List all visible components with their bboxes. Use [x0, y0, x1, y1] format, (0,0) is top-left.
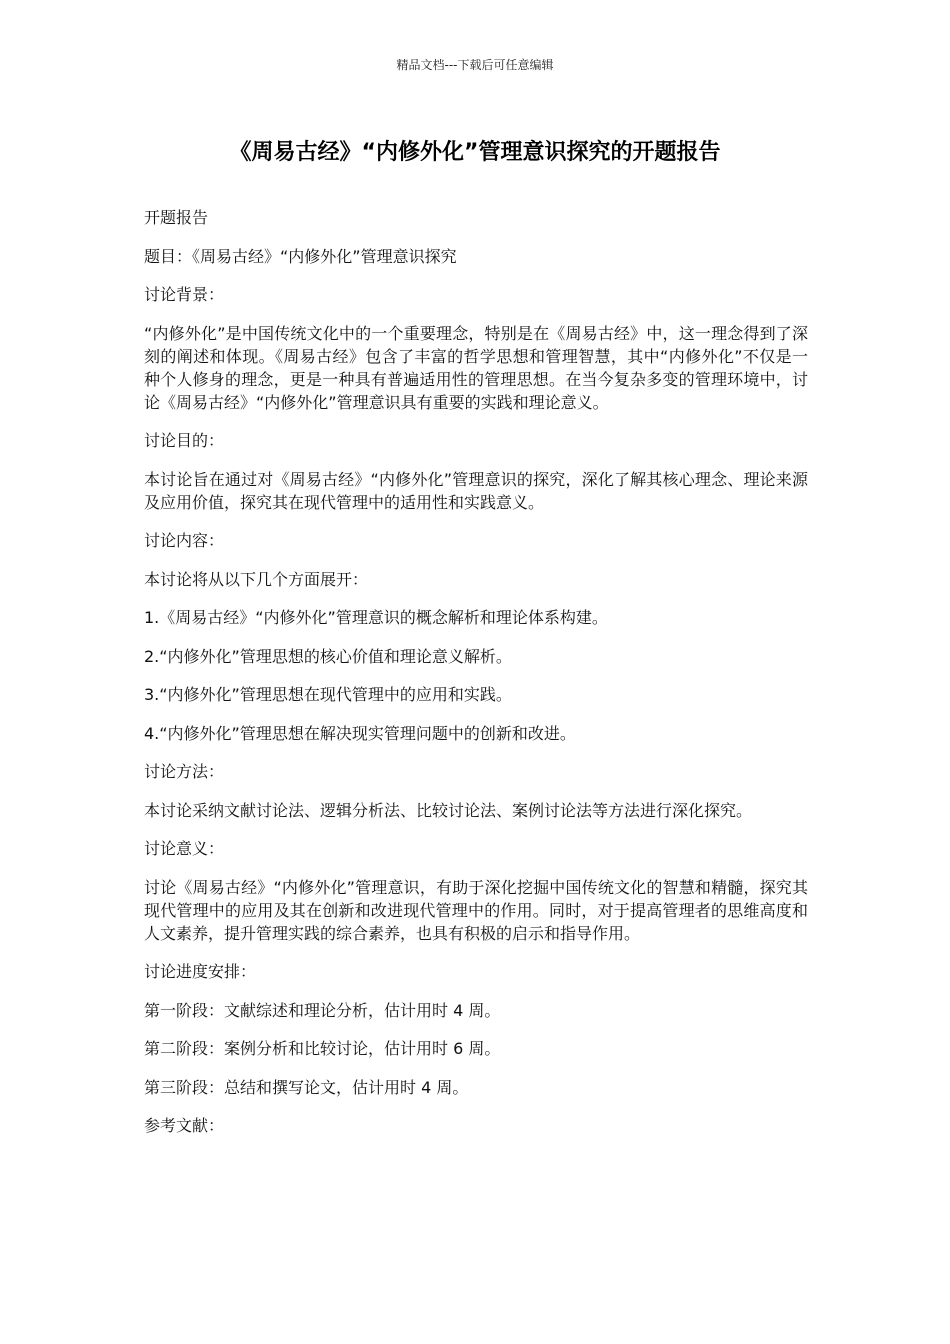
section-heading-background: 讨论背景： [144, 285, 225, 304]
paragraph-method: 本讨论采纳文献讨论法、逻辑分析法、比较讨论法、案例讨论法等方法进行深化探究。 [144, 800, 753, 820]
document-title: 《周易古经》“内修外化”管理意识探究的开题报告 [229, 140, 721, 165]
paragraph-background: “内修外化”是中国传统文化中的一个重要理念，特别是在《周易古经》中，这一理念得到了深刻的阐述和体现。《周易古经》包含了丰富的哲学思想和管理智慧，其中“内修外化”不仅是一种个人修身的理念，更是一种具有普遍适用性的管理思想。在当今复杂多变的管理环境中，讨论《周易古经》“内修外化”管理意识具有重要的实践和理论意义。 [144, 323, 808, 412]
paragraph-purpose: 本讨论旨在通过对《周易古经》“内修外化”管理意识的探究，深化了解其核心理念、理论来源及应用价值，探究其在现代管理中的适用性和实践意义。 [144, 469, 808, 512]
schedule-phase-3: 第三阶段：总结和撰写论文，估计用时 4 周。 [144, 1077, 469, 1097]
paragraph-topic: 题目：《周易古经》“内修外化”管理意识探究 [144, 246, 457, 266]
section-heading-method: 讨论方法： [144, 762, 225, 781]
paragraph-significance: 讨论《周易古经》“内修外化”管理意识，有助于深化挖掘中国传统文化的智慧和精髓，探究其现代管理中的应用及其在创新和改进现代管理中的作用。同时，对于提高管理者的思维高度和人文素养，提升管理实践的综合素养，也具有积极的启示和指导作用。 [144, 877, 808, 943]
schedule-phase-2: 第二阶段：案例分析和比较讨论，估计用时 6 周。 [144, 1039, 501, 1058]
schedule-phase-1: 第一阶段：文献综述和理论分析，估计用时 4 周。 [144, 1000, 501, 1020]
section-heading-significance: 讨论意义： [144, 839, 225, 858]
section-heading-purpose: 讨论目的： [144, 431, 225, 450]
list-item-content-4: 4.“内修外化”管理思想在解决现实管理问题中的创新和改进。 [144, 723, 576, 743]
section-heading-references: 参考文献： [144, 1116, 225, 1135]
paragraph-content-intro: 本讨论将从以下几个方面展开： [144, 569, 369, 589]
section-heading-content: 讨论内容： [144, 531, 225, 550]
list-item-content-3: 3.“内修外化”管理思想在现代管理中的应用和实践。 [144, 685, 512, 704]
paragraph-label-report: 开题报告 [144, 208, 209, 227]
list-item-content-1: 1.《周易古经》“内修外化”管理意识的概念解析和理论体系构建。 [144, 608, 608, 627]
document-body [144, 206, 808, 1153]
list-item-content-2: 2.“内修外化”管理思想的核心价值和理论意义解析。 [144, 646, 512, 666]
page-header-watermark: 精品文档---下载后可任意编辑 [396, 58, 554, 72]
section-heading-schedule: 讨论进度安排： [144, 962, 257, 981]
